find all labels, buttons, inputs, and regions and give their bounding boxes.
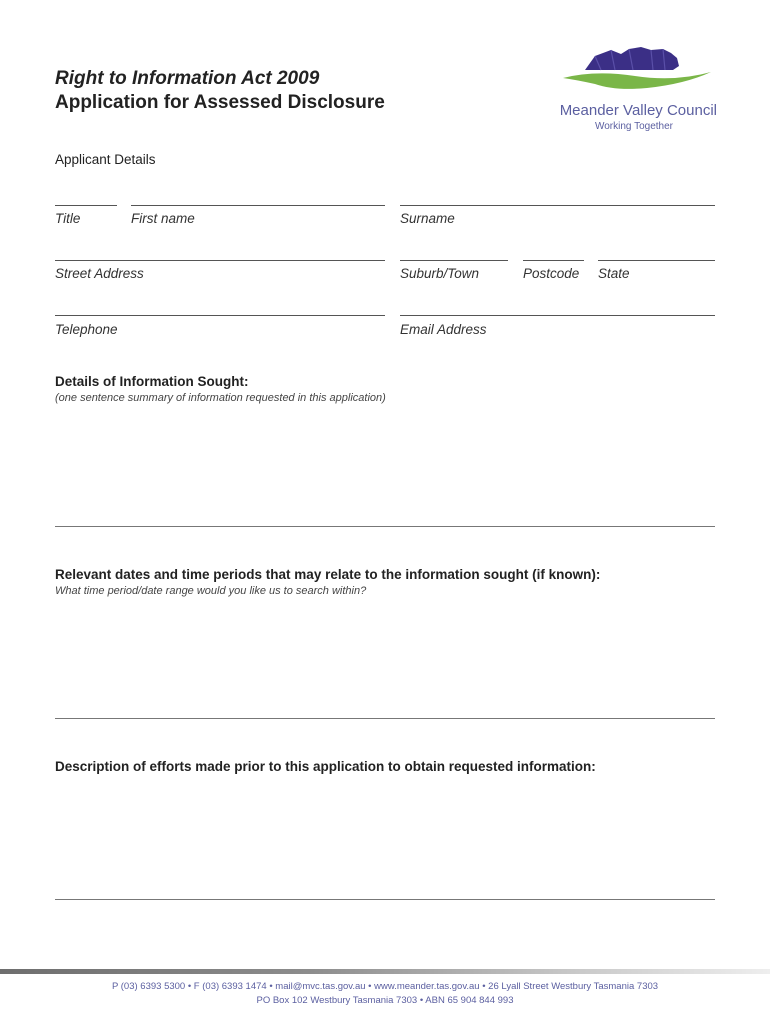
- footer-address-line: PO Box 102 Westbury Tasmania 7303 • ABN 65 904 844 993: [256, 995, 514, 1006]
- mountain-swoosh-logo-icon: [563, 47, 711, 89]
- telephone-field[interactable]: [55, 315, 385, 316]
- street-address-field[interactable]: [55, 260, 385, 261]
- telephone-label: Telephone: [55, 322, 118, 337]
- suburb-field[interactable]: [400, 260, 508, 261]
- street-address-label: Street Address: [55, 266, 144, 281]
- dates-heading: Relevant dates and time periods that may relate to the information sought (if known):: [55, 567, 601, 582]
- form-title: Application for Assessed Disclosure: [55, 92, 385, 113]
- info-sought-subtitle: (one sentence summary of information requested in this application): [55, 392, 386, 404]
- council-tagline: Working Together: [594, 121, 673, 132]
- title-field[interactable]: [55, 205, 117, 206]
- suburb-label: Suburb/Town: [400, 266, 480, 281]
- postcode-label: Postcode: [523, 266, 580, 281]
- footer-contact-line: P (03) 6393 5300 • F (03) 6393 1474 • mail@mvc.tas.gov.au • www.meander.tas.gov.au • 26 Lyall Street Westbury Tasmania 7303: [111, 981, 659, 992]
- postcode-field[interactable]: [523, 260, 584, 261]
- form-act-title: Right to Information Act 2009: [55, 68, 320, 89]
- footer-divider: [0, 969, 770, 974]
- email-label: Email Address: [400, 322, 487, 337]
- surname-label: Surname: [400, 211, 455, 226]
- council-name: Meander Valley Council: [559, 102, 717, 119]
- efforts-heading: Description of efforts made prior to this application to obtain requested information:: [55, 759, 596, 774]
- state-label: State: [598, 266, 630, 281]
- info-sought-answer-line[interactable]: [55, 526, 715, 527]
- first-name-field[interactable]: [131, 205, 385, 206]
- applicant-details-heading: Applicant Details: [55, 152, 156, 167]
- email-field[interactable]: [400, 315, 715, 316]
- dates-answer-line[interactable]: [55, 718, 715, 719]
- efforts-answer-line[interactable]: [55, 899, 715, 900]
- dates-subtitle: What time period/date range would you like us to search within?: [55, 585, 367, 597]
- info-sought-heading: Details of Information Sought:: [55, 374, 249, 389]
- surname-field[interactable]: [400, 205, 715, 206]
- title-label: Title: [55, 211, 81, 226]
- first-name-label: First name: [131, 211, 195, 226]
- state-field[interactable]: [598, 260, 715, 261]
